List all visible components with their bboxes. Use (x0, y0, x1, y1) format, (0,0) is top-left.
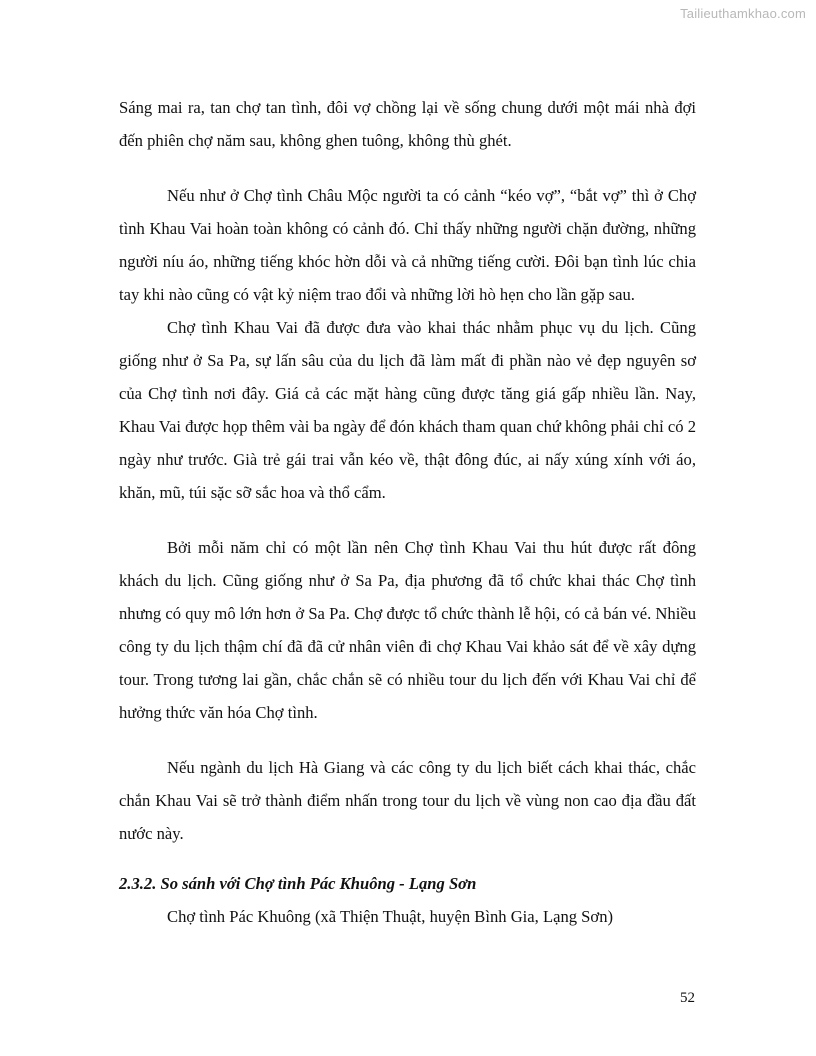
section-heading: 2.3.2. So sánh với Chợ tình Pác Khuông - Lạng Sơn (119, 874, 477, 893)
paragraph-chau-moc-comparison: Nếu như ở Chợ tình Châu Mộc người ta có cảnh “kéo vợ”, “bắt vợ” thì ở Chợ tình Khau Vai hoàn toàn không có cảnh đó. Chỉ thấy những người chặn đường, những người níu áo, những tiếng khóc hờn dỗi và cả những tiếng cười. Đôi bạn tình lúc chia tay khi nào cũng có vật kỷ niệm trao đổi và những lời hò hẹn cho lần gặp sau. (119, 186, 696, 304)
watermark: Tailieuthamkhao.com (680, 6, 806, 21)
paragraph-continuation: Sáng mai ra, tan chợ tan tình, đôi vợ chồng lại về sống chung dưới một mái nhà đợi đến phiên chợ năm sau, không ghen tuông, không thù ghét. (119, 98, 696, 150)
paragraph-tourist-attraction: Bởi mỗi năm chỉ có một lần nên Chợ tình Khau Vai thu hút được rất đông khách du lịch. Cũng giống như ở Sa Pa, địa phương đã tổ chức khai thác Chợ tình nhưng có quy mô lớn hơn ở Sa Pa. Chợ được tổ chức thành lễ hội, có cả bán vé. Nhiều công ty du lịch thậm chí đã đã cử nhân viên đi chợ Khau Vai khảo sát để về xây dựng tour. Trong tương lai gần, chắc chắn sẽ có nhiều tour du lịch đến với Khau Vai chỉ để hưởng thức văn hóa Chợ tình. (119, 538, 696, 722)
paragraph-pac-khuong-intro: Chợ tình Pác Khuông (xã Thiện Thuật, huyện Bình Gia, Lạng Sơn) (167, 907, 614, 926)
paragraph-tourism-exploitation: Chợ tình Khau Vai đã được đưa vào khai thác nhằm phục vụ du lịch. Cũng giống như ở Sa Pa, sự lấn sâu của du lịch đã làm mất đi phần nào vẻ đẹp nguyên sơ của Chợ tình nơi đây. Giá cả các mặt hàng cũng được tăng giá gấp nhiều lần. Nay, Khau Vai được họp thêm vài ba ngày để đón khách tham quan chứ không phải chỉ có 2 ngày như trước. Già trẻ gái trai vẫn kéo về, thật đông đúc, ai nấy xúng xính với áo, khăn, mũ, túi sặc sỡ sắc hoa và thổ cẩm. (119, 318, 696, 502)
page-body (119, 91, 696, 933)
paragraph-ha-giang-tourism: Nếu ngành du lịch Hà Giang và các công ty du lịch biết cách khai thác, chắc chắn Khau Vai sẽ trở thành điểm nhấn trong tour du lịch về vùng non cao địa đầu đất nước này. (119, 758, 696, 843)
page-number: 52 (680, 990, 695, 1006)
